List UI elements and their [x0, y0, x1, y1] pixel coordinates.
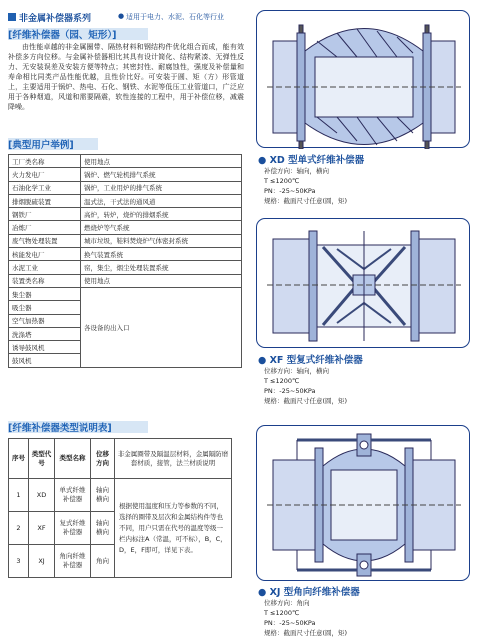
factory-name: 排烟脱硫装置 [9, 194, 81, 207]
header-name: 类型名称 [55, 439, 91, 479]
spec-line: 规格：截面尺寸任意(圆，矩) [264, 629, 348, 637]
table-header-cell: 使用地点 [81, 155, 242, 168]
table-row [9, 181, 242, 194]
type-note: 根据使用温度和压力等参数的不同，选择的圈带及层次和金属结构件等也不同，用户只需在代号的温度等级一栏内标注A（常温，可不标），B，C，D，E，F即可，详见下表。 [115, 479, 232, 578]
spec-line: PN：-25~50KPa [264, 187, 316, 195]
product-title: ● XF 型复式纤维补偿器 [258, 355, 363, 366]
square-bullet-icon [8, 13, 16, 21]
section-title-fiber: [纤维补偿器（园、矩形）] [8, 30, 117, 41]
device-name: 鼓风机 [9, 354, 81, 367]
product-drawing-xj [256, 425, 470, 581]
xj-diagram [257, 426, 471, 582]
xf-diagram [257, 219, 471, 349]
type-code: XJ [29, 545, 55, 578]
usage-location: 温式法，干式法的通风道 [81, 194, 242, 207]
intro-paragraph: 由性能卓越的非金属圈带、隔热材料和钢结构件优化组合而成，能有效补偿多方向位移。与金属补偿器相比其具有设计简化、结构紧凑、无弹性反力、无安装误差及安装方便等特点；其密封性、耐腐蚀性，强度及补偿量和寿命相比同类产品性能优越，且性价比好。可安装于圆、矩（方）形管道上，主要适用于锅炉、热电、石化、钢铁、水泥等低压工业管道口，广泛应用于各种烟道，风道和需要隔震，软性连接的工程中，用于补偿位移，减震降噪。 [8, 43, 244, 111]
device-name: 洗涤塔 [9, 327, 81, 340]
type-no: 3 [9, 545, 29, 578]
usage-location: 燃烧炉等气系统 [81, 221, 242, 234]
factory-name: 火力发电厂 [9, 168, 81, 181]
table-row [9, 168, 242, 181]
device-name: 吸尘器 [9, 301, 81, 314]
table-row [9, 248, 242, 261]
header-material: 非金属圈带及隔温层材料，金属隔防磨套材质，接管，法兰材质说明 [115, 439, 232, 479]
type-no: 1 [9, 479, 29, 512]
product-caption-xd [258, 152, 468, 206]
usage-location: 换气装置系统 [81, 248, 242, 261]
product-drawing-xf [256, 218, 470, 348]
spec-line: T ≤1200℃ [264, 177, 300, 185]
type-direction: 角向 [91, 545, 115, 578]
usage-location: 锅炉，工业用炉的排气系统 [81, 181, 242, 194]
device-name: 集尘器 [9, 287, 81, 300]
table-header-row [9, 439, 232, 479]
table-row [9, 221, 242, 234]
spec-line: 位移方向：角向 [264, 599, 310, 607]
table-row [9, 261, 242, 274]
section-title-users: [典型用户举例] [8, 140, 74, 151]
users-table [8, 154, 242, 368]
series-tagline: 适用于电力、水泥、石化等行业 [126, 13, 224, 21]
product-title: ● XD 型单式纤维补偿器 [258, 155, 365, 166]
devices-location: 各设备的出入口 [81, 287, 242, 367]
usage-location: 锅炉、燃气轮机排气系统 [81, 168, 242, 181]
series-title: 非金属补偿器系列 [19, 14, 92, 24]
product-drawing-xd [256, 10, 470, 148]
header-code: 类型代号 [29, 439, 55, 479]
spec-line: 位移方向：轴向，横向 [264, 367, 329, 375]
usage-location: 窑，集尘，烟尘处理装置系统 [81, 261, 242, 274]
usage-location: 高炉，转炉，烧炉的排烟系统 [81, 208, 242, 221]
device-name: 空气加热器 [9, 314, 81, 327]
product-caption-xf [258, 352, 468, 406]
factory-name: 废气物处理装置 [9, 234, 81, 247]
device-name: 诱导鼓风机 [9, 341, 81, 354]
spec-line: PN：-25~50KPa [264, 619, 316, 627]
product-caption-xj [258, 584, 468, 638]
spec-line: 规格：截面尺寸任意(圆，矩) [264, 197, 348, 205]
table-header-row [9, 274, 242, 287]
header-no: 序号 [9, 439, 29, 479]
table-row [9, 287, 242, 300]
factory-name: 冶炼厂 [9, 221, 81, 234]
spec-line: 规格：截面尺寸任意(圆，矩) [264, 397, 348, 405]
type-code: XD [29, 479, 55, 512]
usage-location: 城市垃圾，鞋料焚烧炉气体密封系统 [81, 234, 242, 247]
table-header-cell: 工厂类名称 [9, 155, 81, 168]
factory-name: 钢铁厂 [9, 208, 81, 221]
table-row [9, 234, 242, 247]
product-title: ● XJ 型角向纤维补偿器 [258, 587, 360, 598]
spec-line: T ≤1200℃ [264, 377, 300, 385]
spec-line: T ≤1200℃ [264, 609, 300, 617]
factory-name: 石油化学工业 [9, 181, 81, 194]
factory-name: 水泥工业 [9, 261, 81, 274]
table-row [9, 194, 242, 207]
header-direction: 位移方向 [91, 439, 115, 479]
table-row [9, 208, 242, 221]
types-table [8, 438, 232, 578]
factory-name: 核能发电厂 [9, 248, 81, 261]
table-row [9, 479, 232, 512]
series-header [8, 11, 244, 23]
section-title-types: [纤维补偿器类型说明表] [8, 423, 112, 434]
type-direction: 轴向横向 [91, 512, 115, 545]
dot-icon: ● [118, 12, 125, 20]
type-no: 2 [9, 512, 29, 545]
spec-line: 补偿方向：轴向，横向 [264, 167, 329, 175]
type-name: 角向纤维补偿器 [55, 545, 91, 578]
table-header-cell: 使用地点 [81, 274, 242, 287]
type-direction: 轴向横向 [91, 479, 115, 512]
spec-line: PN：-25~50KPa [264, 387, 316, 395]
type-name: 复式纤维补偿器 [55, 512, 91, 545]
xd-diagram [257, 11, 471, 149]
table-header-cell: 装置类名称 [9, 274, 81, 287]
type-code: XF [29, 512, 55, 545]
table-header-row [9, 155, 242, 168]
type-name: 单式纤维补偿器 [55, 479, 91, 512]
